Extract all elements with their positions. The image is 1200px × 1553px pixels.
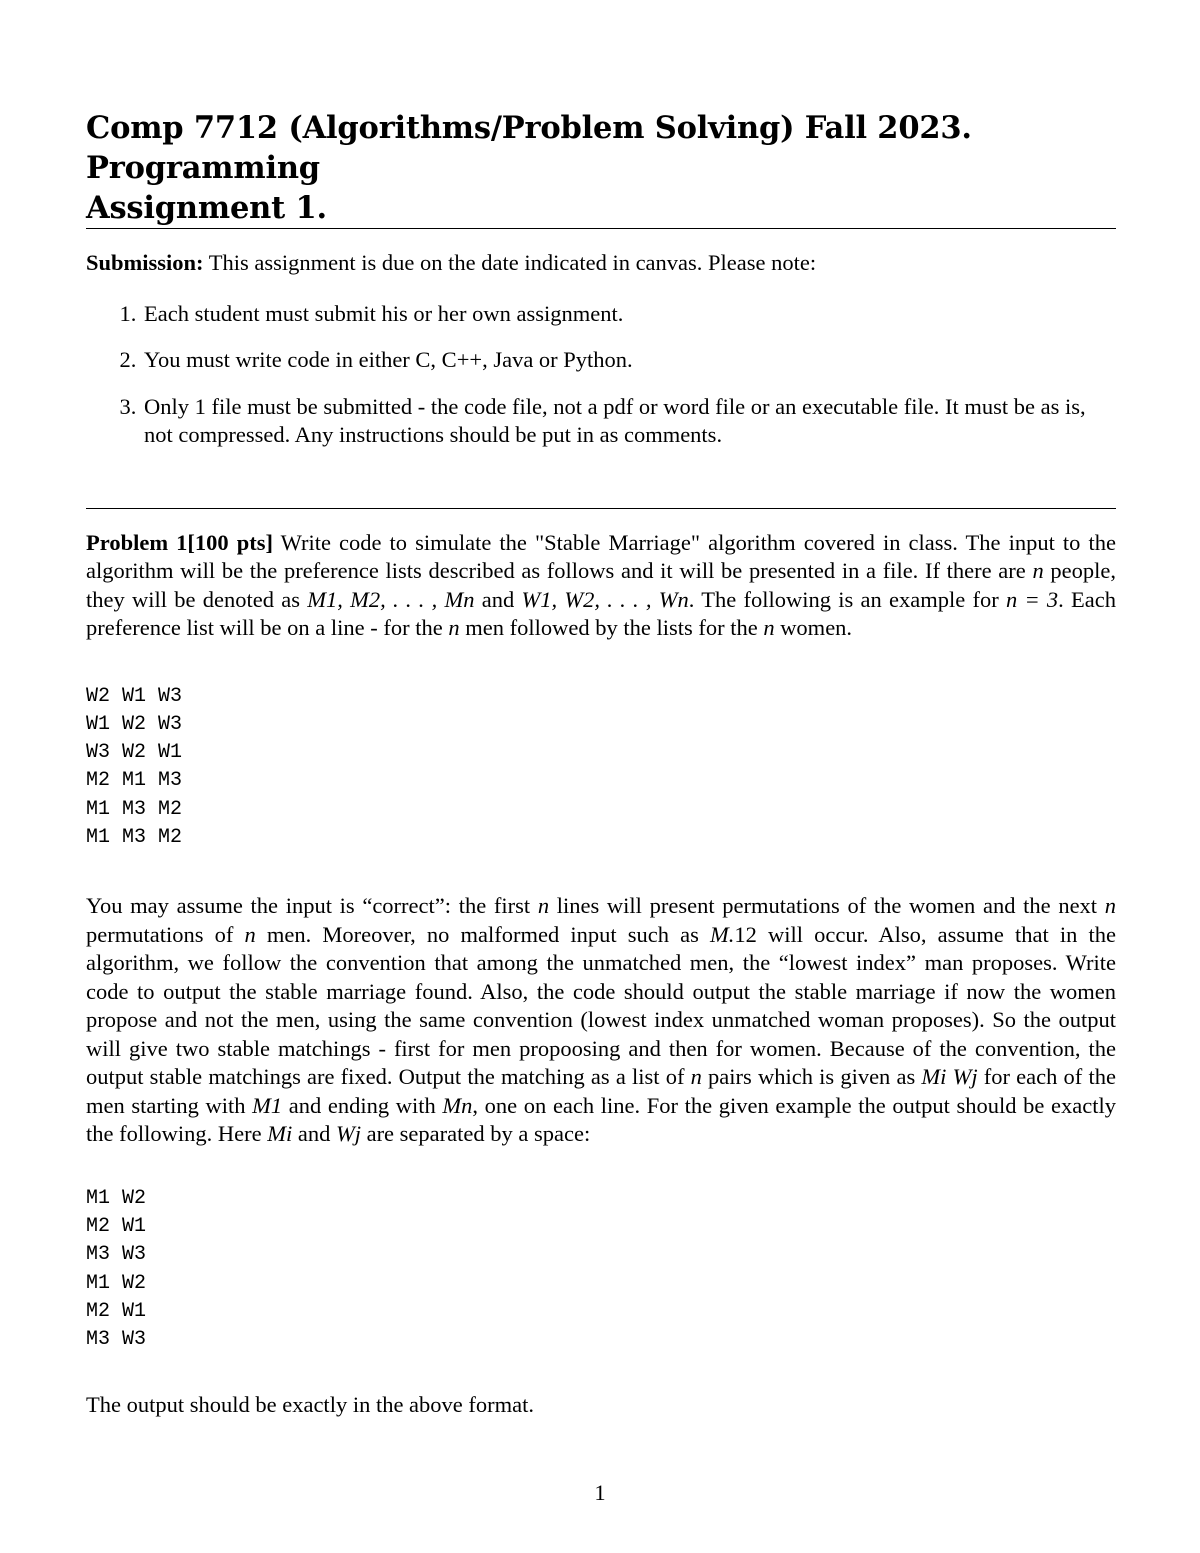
para-text: for each of the men starting with: [86, 1064, 1116, 1118]
code-line: M2 M1 M3: [86, 769, 183, 793]
math-mi-wj: Mi Wj: [921, 1064, 978, 1090]
submission-paragraph: [86, 249, 1116, 278]
output-example-block: [86, 1185, 1116, 1355]
problem-text: . Each preference list will be on a line - for the: [86, 586, 1117, 640]
math-n: n: [763, 615, 775, 640]
submission-text: This assignment is due on the date indicated in canvas. Please note:: [203, 250, 817, 275]
problem-text: and: [474, 586, 522, 612]
document-page: [86, 108, 1116, 1419]
problem-text: men followed by the lists for the: [459, 615, 764, 640]
rule-item: 3. Only 1 file must be submitted - the code file, not a pdf or word file or an executable file. It must be as is, not compressed. Any instructions should be put in as comments.: [142, 393, 1116, 450]
submission-label: Submission:: [86, 250, 204, 275]
math-n: n: [537, 893, 550, 919]
rule-item: 2. You must write code in either C, C++, Java or Python.: [142, 346, 1116, 375]
description-paragraph: [86, 892, 1116, 1149]
final-note: The output should be exactly in the above format.: [86, 1391, 535, 1417]
math-m12: M.: [710, 921, 735, 947]
math-women-list: W1, W2, . . . , Wn: [521, 586, 689, 612]
para-text: and ending with: [282, 1092, 443, 1118]
code-line: M1 M3 M2: [86, 825, 183, 849]
math-n: n: [448, 615, 460, 640]
math-men-list: M1, M2, . . . , Mn: [307, 586, 475, 612]
math-n: n: [244, 921, 256, 947]
math-wj: Wj: [335, 1121, 361, 1147]
code-line: W3 W2 W1: [86, 741, 183, 765]
para-text: 12 will occur. Also, assume that in the algorithm, we follow the convention that among the unmatched men, the “lowest index” man proposes. Write code to output the stable marriage found. Also, the code should output the stable marriage if now the women propose and not the men, using the same convention (lowest index unmatched woman proposes). So the output will give two stable matchings - first for men propoosing and then for women. Because of the convention, the output stable matchings are fixed. Output the matching as a list of: [86, 921, 1116, 1090]
math-m1: M1: [252, 1092, 283, 1118]
code-line: W2 W1 W3: [86, 684, 183, 708]
math-n: n: [690, 1064, 702, 1090]
code-line: M1 W2: [86, 1186, 147, 1210]
para-text: are separated by a space:: [360, 1121, 591, 1147]
problem-text: . The following is an example for: [688, 586, 1006, 612]
para-text: lines will present permutations of the women and the next: [549, 893, 1105, 919]
problem-label: Problem 1[100 pts]: [86, 529, 273, 555]
code-line: M1 M3 M2: [86, 797, 183, 821]
code-line: W1 W2 W3: [86, 712, 183, 736]
math-n: n: [1104, 893, 1116, 919]
math-n-eq: n = 3: [1005, 586, 1059, 612]
para-text: , one on each line. For the given example the output should be exactly the following. Here: [86, 1092, 1117, 1147]
code-line: M2 W1: [86, 1215, 147, 1239]
math-mn: Mn: [442, 1092, 473, 1118]
title-rule: [86, 228, 1116, 229]
para-text: You may assume the input is “correct”: the first: [86, 893, 538, 919]
code-line: M1 W2: [86, 1271, 147, 1295]
title-line-2: Assignment 1.: [86, 190, 327, 226]
math-n: n: [1032, 558, 1044, 583]
page-number: 1: [594, 1480, 606, 1505]
problem-text: people, they will be denoted as: [86, 558, 1116, 612]
para-text: men. Moreover, no malformed input such as: [255, 921, 711, 947]
math-mi: Mi: [267, 1121, 293, 1147]
para-text: pairs which is given as: [701, 1064, 922, 1090]
section-rule: [86, 508, 1116, 509]
code-line: M3 W3: [86, 1328, 147, 1352]
input-example-block: [86, 683, 1116, 853]
problem-paragraph: [86, 529, 1116, 643]
problem-text: women.: [774, 615, 853, 640]
submission-rules-list: [86, 300, 1116, 450]
rule-item: 1. Each student must submit his or her own assignment.: [142, 300, 1116, 329]
title-line-1: Comp 7712 (Algorithms/Problem Solving) Fall 2023. Programming: [86, 110, 972, 186]
code-line: M3 W3: [86, 1243, 147, 1267]
code-line: M2 W1: [86, 1299, 147, 1323]
para-text: and: [292, 1121, 336, 1147]
para-text: permutations of: [86, 921, 245, 947]
document-title: [86, 108, 1116, 228]
problem-text: Write code to simulate the "Stable Marriage" algorithm covered in class. The input to the algorithm will be the preference lists described as follows and it will be presented in a file. If there are: [86, 529, 1116, 583]
